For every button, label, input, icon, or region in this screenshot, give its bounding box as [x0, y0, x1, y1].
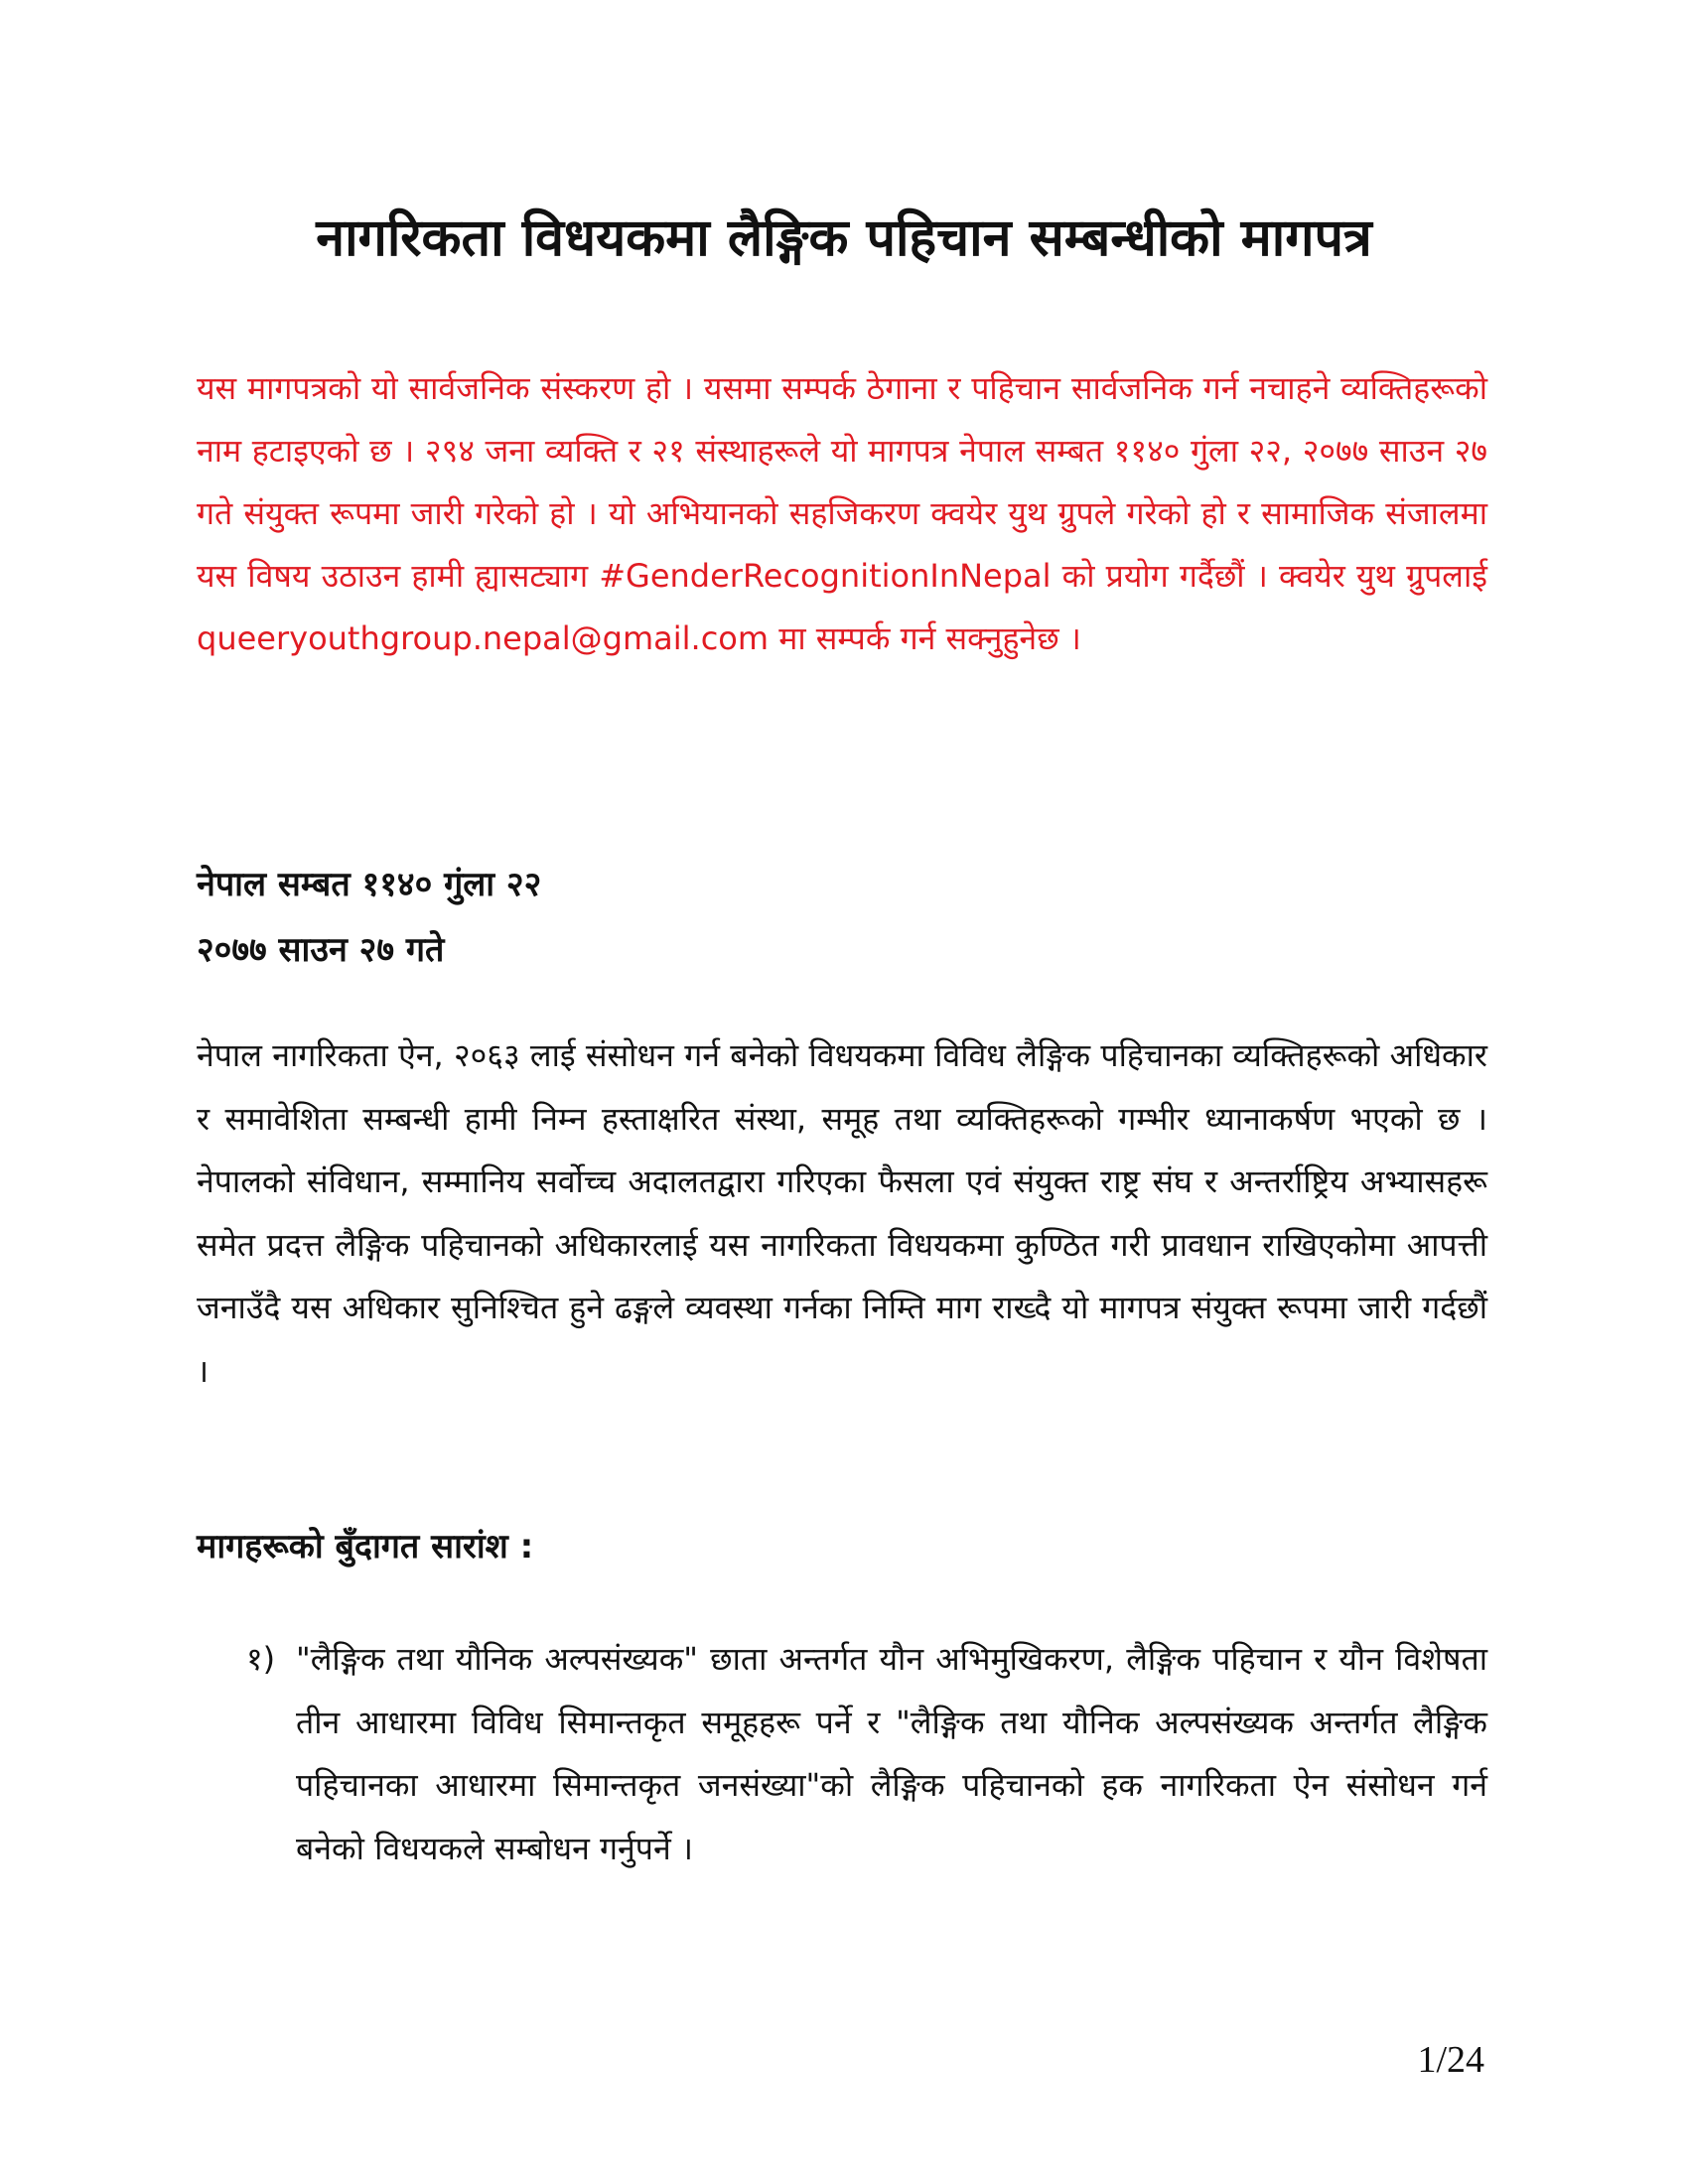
date-bikram-sambat: २०७७ साउन २७ गते [197, 930, 445, 970]
intro-paragraph: नेपाल नागरिकता ऐन, २०६३ लाई संसोधन गर्न बनेको विधयकमा विविध लैङ्गिक पहिचानका व्यक्तिहरूको अधिकार र समावेशिता सम्बन्धी हामी निम्न हस्ताक्षरित संस्था, समूह तथा व्यक्तिहरूको गम्भीर ध्यानाकर्षण भएको छ । नेपालको संविधान, सम्मानिय सर्वोच्च अदालतद्वारा गरिएका फैसला एवं संयुक्त राष्ट्र संघ र अन्तर्राष्ट्रिय अभ्यासहरू समेत प्रदत्त लैङ्गिक पहिचानको अधिकारलाई यस नागरिकता विधयकमा कुण्ठित गरी प्रावधान राखिएकोमा आपत्ती जनाउँदै यस अधिकार सुनिश्चित हुने ढङ्गले व्यवस्था गर्नका निम्ति माग राख्दै यो मागपत्र संयुक्त रूपमा जारी गर्दछौं । [197, 1036, 1487, 1390]
demand-number: १) [246, 1640, 276, 1678]
demand-list [246, 1628, 1487, 1880]
date-nepal-sambat: नेपाल सम्बत ११४० गुंला २२ [197, 865, 542, 904]
date-block [197, 852, 1090, 983]
demands-summary-heading: मागहरूको बुँदागत सारांश : [197, 1527, 534, 1567]
list-item [246, 1628, 1487, 1880]
demand-text: "लैङ्गिक तथा यौनिक अल्पसंख्यक" छाता अन्तर्गत यौन अभिमुखिकरण, लैङ्गिक पहिचान र यौन विशेषता तीन आधारमा विविध सिमान्तकृत समूहहरू पर्ने र "लैङ्गिक तथा यौनिक अल्पसंख्यक अन्तर्गत लैङ्गिक पहिचानका आधारमा सिमान्तकृत जनसंख्या"को लैङ्गिक पहिचानको हक नागरिकता ऐन संसोधन गर्न बनेको विधयकले सम्बोधन गर्नुपर्ने । [296, 1640, 1487, 1867]
public-version-notice: यस मागपत्रको यो सार्वजनिक संस्करण हो । यसमा सम्पर्क ठेगाना र पहिचान सार्वजनिक गर्न नचाहने व्यक्तिहरूको नाम हटाइएको छ । २९४ जना व्यक्ति र २१ संस्थाहरूले यो मागपत्र नेपाल सम्बत ११४० गुंला २२, २०७७ साउन २७ गते संयुक्त रूपमा जारी गरेको हो । यो अभियानको सहजिकरण क्वयेर युथ ग्रुपले गरेको हो र सामाजिक संजालमा यस विषय उठाउन हामी ह्यासट्याग #GenderRecognitionInNepal को प्रयोग गर्दैछौं । क्वयेर युथ ग्रुपलाई queeryouthgroup.nepal@gmail.com मा सम्पर्क गर्न सक्नुहुनेछ । [197, 369, 1487, 657]
page-number: 1/24 [1417, 2039, 1484, 2081]
document-title: नागरिकता विधयकमा लैङ्गिक पहिचान सम्बन्धीको मागपत्र [316, 208, 1372, 268]
